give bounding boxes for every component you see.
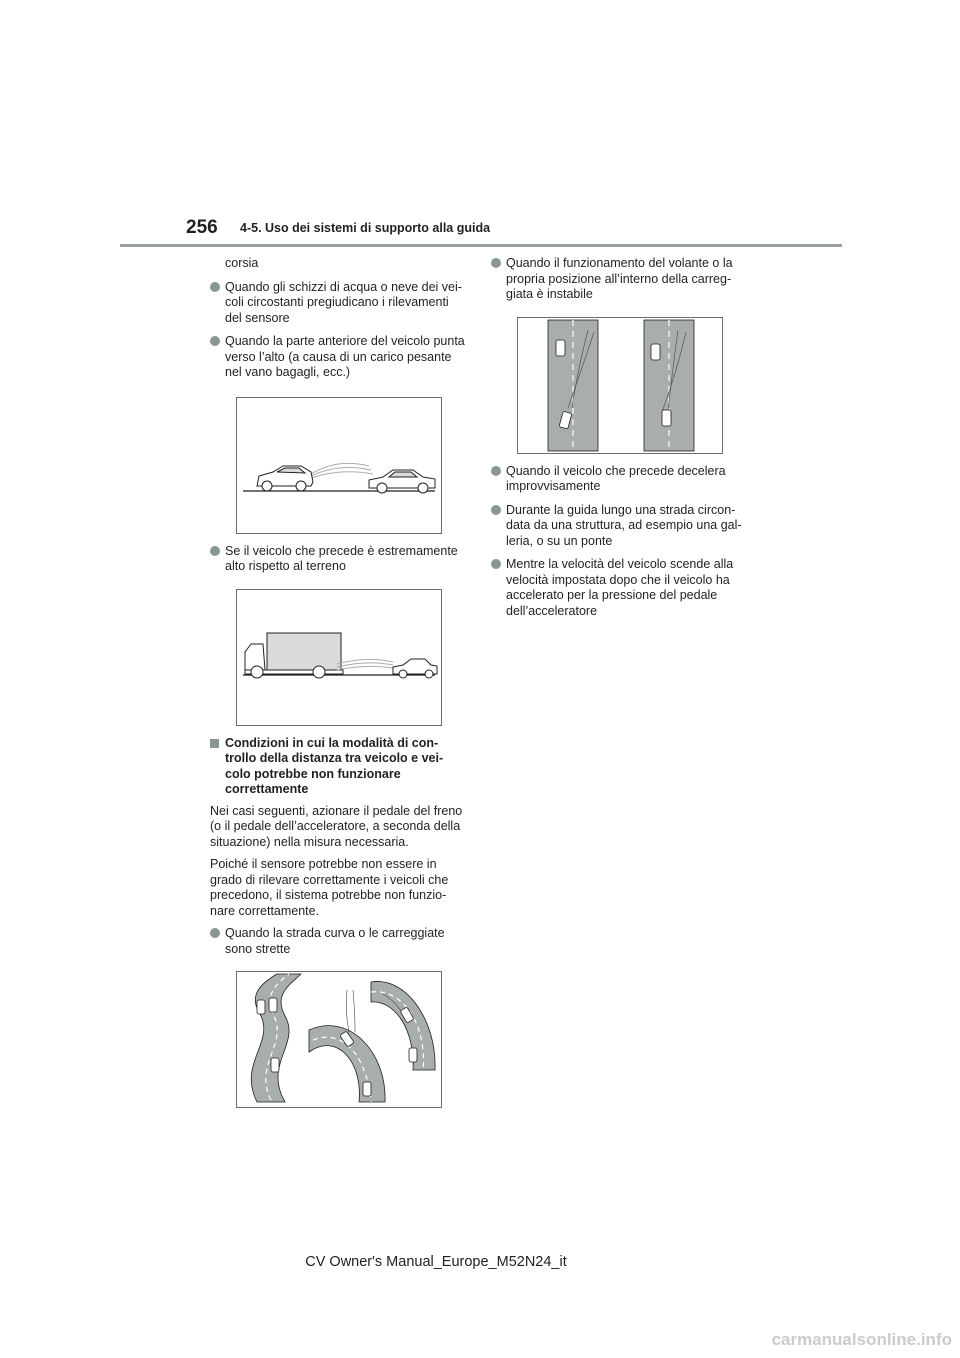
bullet-text: Durante la guida lungo una strada circon-data da una struttura, ad esempio una gal-leria, o su un ponte xyxy=(506,502,742,548)
paragraph: Nei casi seguenti, azionare il pedale del freno (o il pedale dell’acceleratore, a seconda della situazione) nella misura necessaria. xyxy=(210,803,463,849)
bullet-text: Se il veicolo che precede è estremamente alto rispetto al terreno xyxy=(225,543,458,573)
bullet-text: Quando il funzionamento del volante o la propria posizione all’interno della carreg-giata è instabile xyxy=(506,256,733,301)
footer xyxy=(0,1254,960,1270)
truck-icon xyxy=(245,633,343,678)
bullet-dot-icon xyxy=(491,505,501,515)
bullet-text: Quando il veicolo che precede decelera improvvisamente xyxy=(506,463,726,493)
bullet-item xyxy=(210,544,468,575)
figure-unstable-steering xyxy=(517,317,723,454)
bullet-dot-icon xyxy=(210,282,220,292)
bullet-item xyxy=(491,464,753,495)
bullet-dot-icon xyxy=(491,258,501,268)
figure-curved-roads xyxy=(236,971,442,1108)
nose-up-illustration xyxy=(237,398,441,533)
bullet-dot-icon xyxy=(210,928,220,938)
left-column xyxy=(210,256,468,1118)
header-divider xyxy=(120,244,842,247)
bullet-item xyxy=(210,926,468,957)
bullet-dot-icon xyxy=(210,546,220,556)
bullet-text: Quando gli schizzi di acqua o neve dei vei-coli circostanti pregiudicano i rilevamenti del sensore xyxy=(225,279,462,325)
heading-text: Condizioni in cui la modalità di con-trollo della distanza tra veicolo e vei-colo potrebbe non funzionare correttamente xyxy=(225,735,444,796)
subsection-heading xyxy=(210,736,468,798)
bullet-item xyxy=(210,334,468,381)
figure-tall-truck xyxy=(236,589,442,726)
heading-square-icon xyxy=(210,739,219,748)
bullet-text: Mentre la velocità del veicolo scende alla velocità impostata dopo che il veicolo ha accelerato per la pressione del pedale dell’acceleratore xyxy=(506,557,734,618)
bullet-dot-icon xyxy=(491,466,501,476)
car-leading-icon xyxy=(369,470,435,493)
figure-nose-up xyxy=(236,397,442,534)
bullet-dot-icon xyxy=(210,336,220,346)
curved-roads-illustration xyxy=(237,972,441,1107)
bullet-item xyxy=(491,557,753,619)
tall-truck-illustration xyxy=(237,590,441,725)
manual-name: CV Owner's Manual_Europe_M52N24_it xyxy=(305,1254,567,1270)
paragraph: Poiché il sensore potrebbe non essere in grado di rilevare correttamente i veicoli che precedono, il sistema potrebbe non funzio-nare correttamente. xyxy=(210,857,449,918)
continued-text: corsia xyxy=(225,256,259,270)
right-column xyxy=(491,256,753,627)
page-number: 256 xyxy=(186,217,218,238)
bullet-item xyxy=(210,280,468,327)
section-title: 4-5. Uso dei sistemi di supporto alla guida xyxy=(240,221,491,235)
bullet-text: Quando la strada curva o le carreggiate sono strette xyxy=(225,926,445,956)
bullet-item xyxy=(491,256,753,303)
unstable-steering-illustration xyxy=(518,318,722,453)
bullet-dot-icon xyxy=(491,559,501,569)
car-own-icon xyxy=(257,466,313,491)
bullet-text: Quando la parte anteriore del veicolo punta verso l’alto (a causa di un carico pesante nel vano bagagli, ecc.) xyxy=(225,334,465,379)
watermark: carmanualsonline.info xyxy=(771,1330,952,1349)
bullet-item xyxy=(491,503,753,550)
